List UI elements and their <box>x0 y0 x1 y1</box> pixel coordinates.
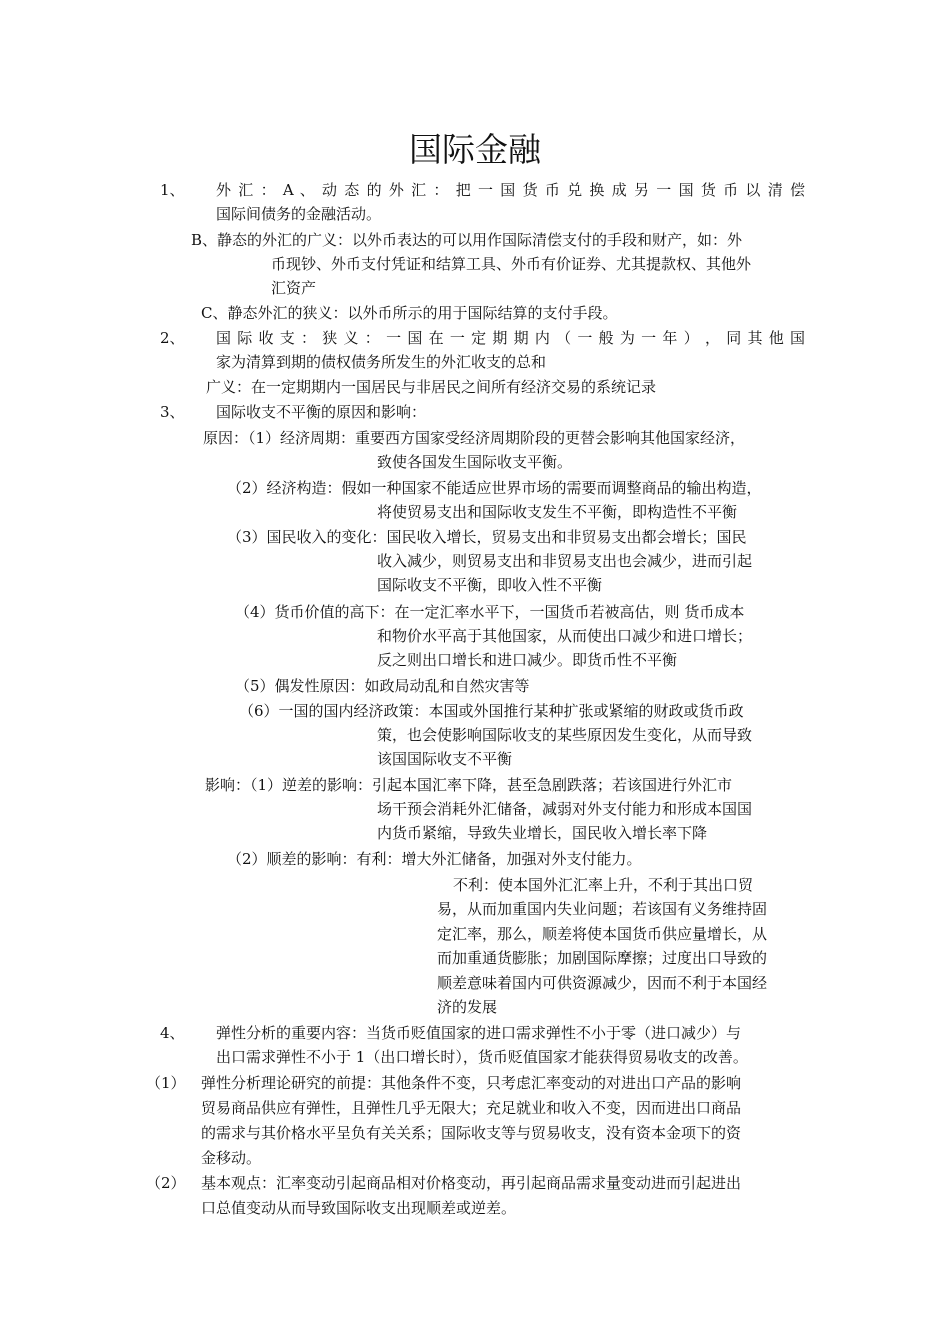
disadvantage-line-6: 济的发展 <box>437 998 498 1016</box>
section-1-b-line-3: 汇资产 <box>271 279 317 297</box>
section-3-number: 3、 <box>160 403 185 421</box>
cause-3-line-1: （3）国民收入的变化：国民收入增长，贸易支出和非贸易支出都会增长；国民 <box>227 528 747 546</box>
point-1-line-1: 弹性分析理论研究的前提：其他条件不变，只考虑汇率变动的对进出口产品的影响 <box>201 1074 742 1092</box>
section-1-c-line: C、静态外汇的狭义：以外币所示的用于国际结算的支付手段。 <box>201 304 618 322</box>
section-2-line-2: 家为清算到期的债权债务所发生的外汇收支的总和 <box>216 353 547 371</box>
section-1-line-2: 国际间债务的金融活动。 <box>216 205 382 223</box>
cause-3-line-2: 收入减少，则贸易支出和非贸易支出也会减少，进而引起 <box>377 552 753 570</box>
section-4-number: 4、 <box>160 1024 185 1042</box>
section-1-number: 1、 <box>160 181 185 199</box>
impact-1-line-2: 场干预会消耗外汇储备，减弱对外支付能力和形成本国国 <box>377 800 753 818</box>
disadvantage-line-3: 定汇率，那么，顺差将使本国货币供应量增长，从 <box>437 925 768 943</box>
point-1-number: （1） <box>146 1074 186 1092</box>
point-2-line-2: 口总值变动从而导致国际收支出现顺差或逆差。 <box>201 1199 517 1217</box>
point-2-number: （2） <box>146 1174 186 1192</box>
section-1-b-line-1: B、静态的外汇的广义：以外币表达的可以用作国际清偿支付的手段和财产，如：外 <box>191 231 743 249</box>
disadvantage-line-4: 而加重通货膨胀；加剧国际摩擦；过度出口导致的 <box>437 949 768 967</box>
page-title: 国际金融 <box>409 130 541 169</box>
cause-4-line-2: 和物价水平高于其他国家，从而使出口减少和进口增长； <box>377 627 753 645</box>
cause-2-line-1: （2）经济构造：假如一种国家不能适应世界市场的需要而调整商品的输出构造， <box>227 479 762 497</box>
impact-2-line: （2）顺差的影响：有利：增大外汇储备，加强对外支付能力。 <box>227 850 642 868</box>
section-2-broad: 广义：在一定期期内一国居民与非居民之间所有经济交易的系统记录 <box>206 378 657 396</box>
section-3-heading: 国际收支不平衡的原因和影响： <box>216 403 427 421</box>
point-1-line-3: 的需求与其价格水平呈负有关关系；国际收支等与贸易收支，没有资本金项下的资 <box>201 1124 742 1142</box>
cause-3-line-3: 国际收支不平衡，即收入性不平衡 <box>377 576 603 594</box>
cause-5-line: （5）偶发性原因：如政局动乱和自然灾害等 <box>235 677 530 695</box>
section-1-line-1: 外 汇 ： A 、 动 态 的 外 汇 ： 把 一 国 货 币 兑 换 成 另 一 国 货 币 以 清 偿 <box>216 181 805 199</box>
point-1-line-2: 贸易商品供应有弹性，且弹性几乎无限大；充足就业和收入不变，因而进出口商品 <box>201 1099 742 1117</box>
section-4-line-2: 出口需求弹性不小于 1（出口增长时），货币贬值国家才能获得贸易收支的改善。 <box>216 1048 748 1066</box>
section-2-number: 2、 <box>160 329 185 347</box>
point-2-line-1: 基本观点：汇率变动引起商品相对价格变动，再引起商品需求量变动进而引起进出 <box>201 1174 742 1192</box>
point-1-line-4: 金移动。 <box>201 1149 262 1167</box>
cause-1-line-2: 致使各国发生国际收支平衡。 <box>377 453 573 471</box>
cause-2-line-2: 将使贸易支出和国际收支发生不平衡，即构造性不平衡 <box>377 503 738 521</box>
section-4-line-1: 弹性分析的重要内容：当货币贬值国家的进口需求弹性不小于零（进口减少）与 <box>216 1024 742 1042</box>
impact-1-line-1: 影响：（1）逆差的影响：引起本国汇率下降，甚至急剧跌落；若该国进行外汇市 <box>205 776 733 794</box>
cause-6-line-3: 该国国际收支不平衡 <box>377 750 513 768</box>
cause-4-line-1: （4）货币价值的高下：在一定汇率水平下，一国货币若被高估，则 货币成本 <box>235 603 745 621</box>
impact-1-line-3: 内货币紧缩，导致失业增长，国民收入增长率下降 <box>377 824 708 842</box>
cause-4-line-3: 反之则出口增长和进口减少。即货币性不平衡 <box>377 651 678 669</box>
cause-6-line-1: （6）一国的国内经济政策：本国或外国推行某种扩张或紧缩的财政或货币政 <box>239 702 744 720</box>
cause-6-line-2: 策，也会使影响国际收支的某些原因发生变化，从而导致 <box>377 726 753 744</box>
disadvantage-line-2: 易，从而加重国内失业问题；若该国有义务维持固 <box>437 900 768 918</box>
section-1-b-line-2: 币现钞、外币支付凭证和结算工具、外币有价证券、尤其提款权、其他外 <box>271 255 752 273</box>
cause-1-line-1: 原因：（1）经济周期：重要西方国家受经济周期阶段的更替会影响其他国家经济， <box>203 429 746 447</box>
section-2-line-1: 国 际 收 支 ： 狭 义 ： 一 国 在 一 定 期 期 内 （ 一 般 为 一 年 ） ， 同 其 他 国 <box>216 329 805 347</box>
disadvantage-line-1: 不利：使本国外汇汇率上升，不利于其出口贸 <box>453 876 754 894</box>
disadvantage-line-5: 顺差意味着国内可供资源减少，因而不利于本国经 <box>437 974 768 992</box>
